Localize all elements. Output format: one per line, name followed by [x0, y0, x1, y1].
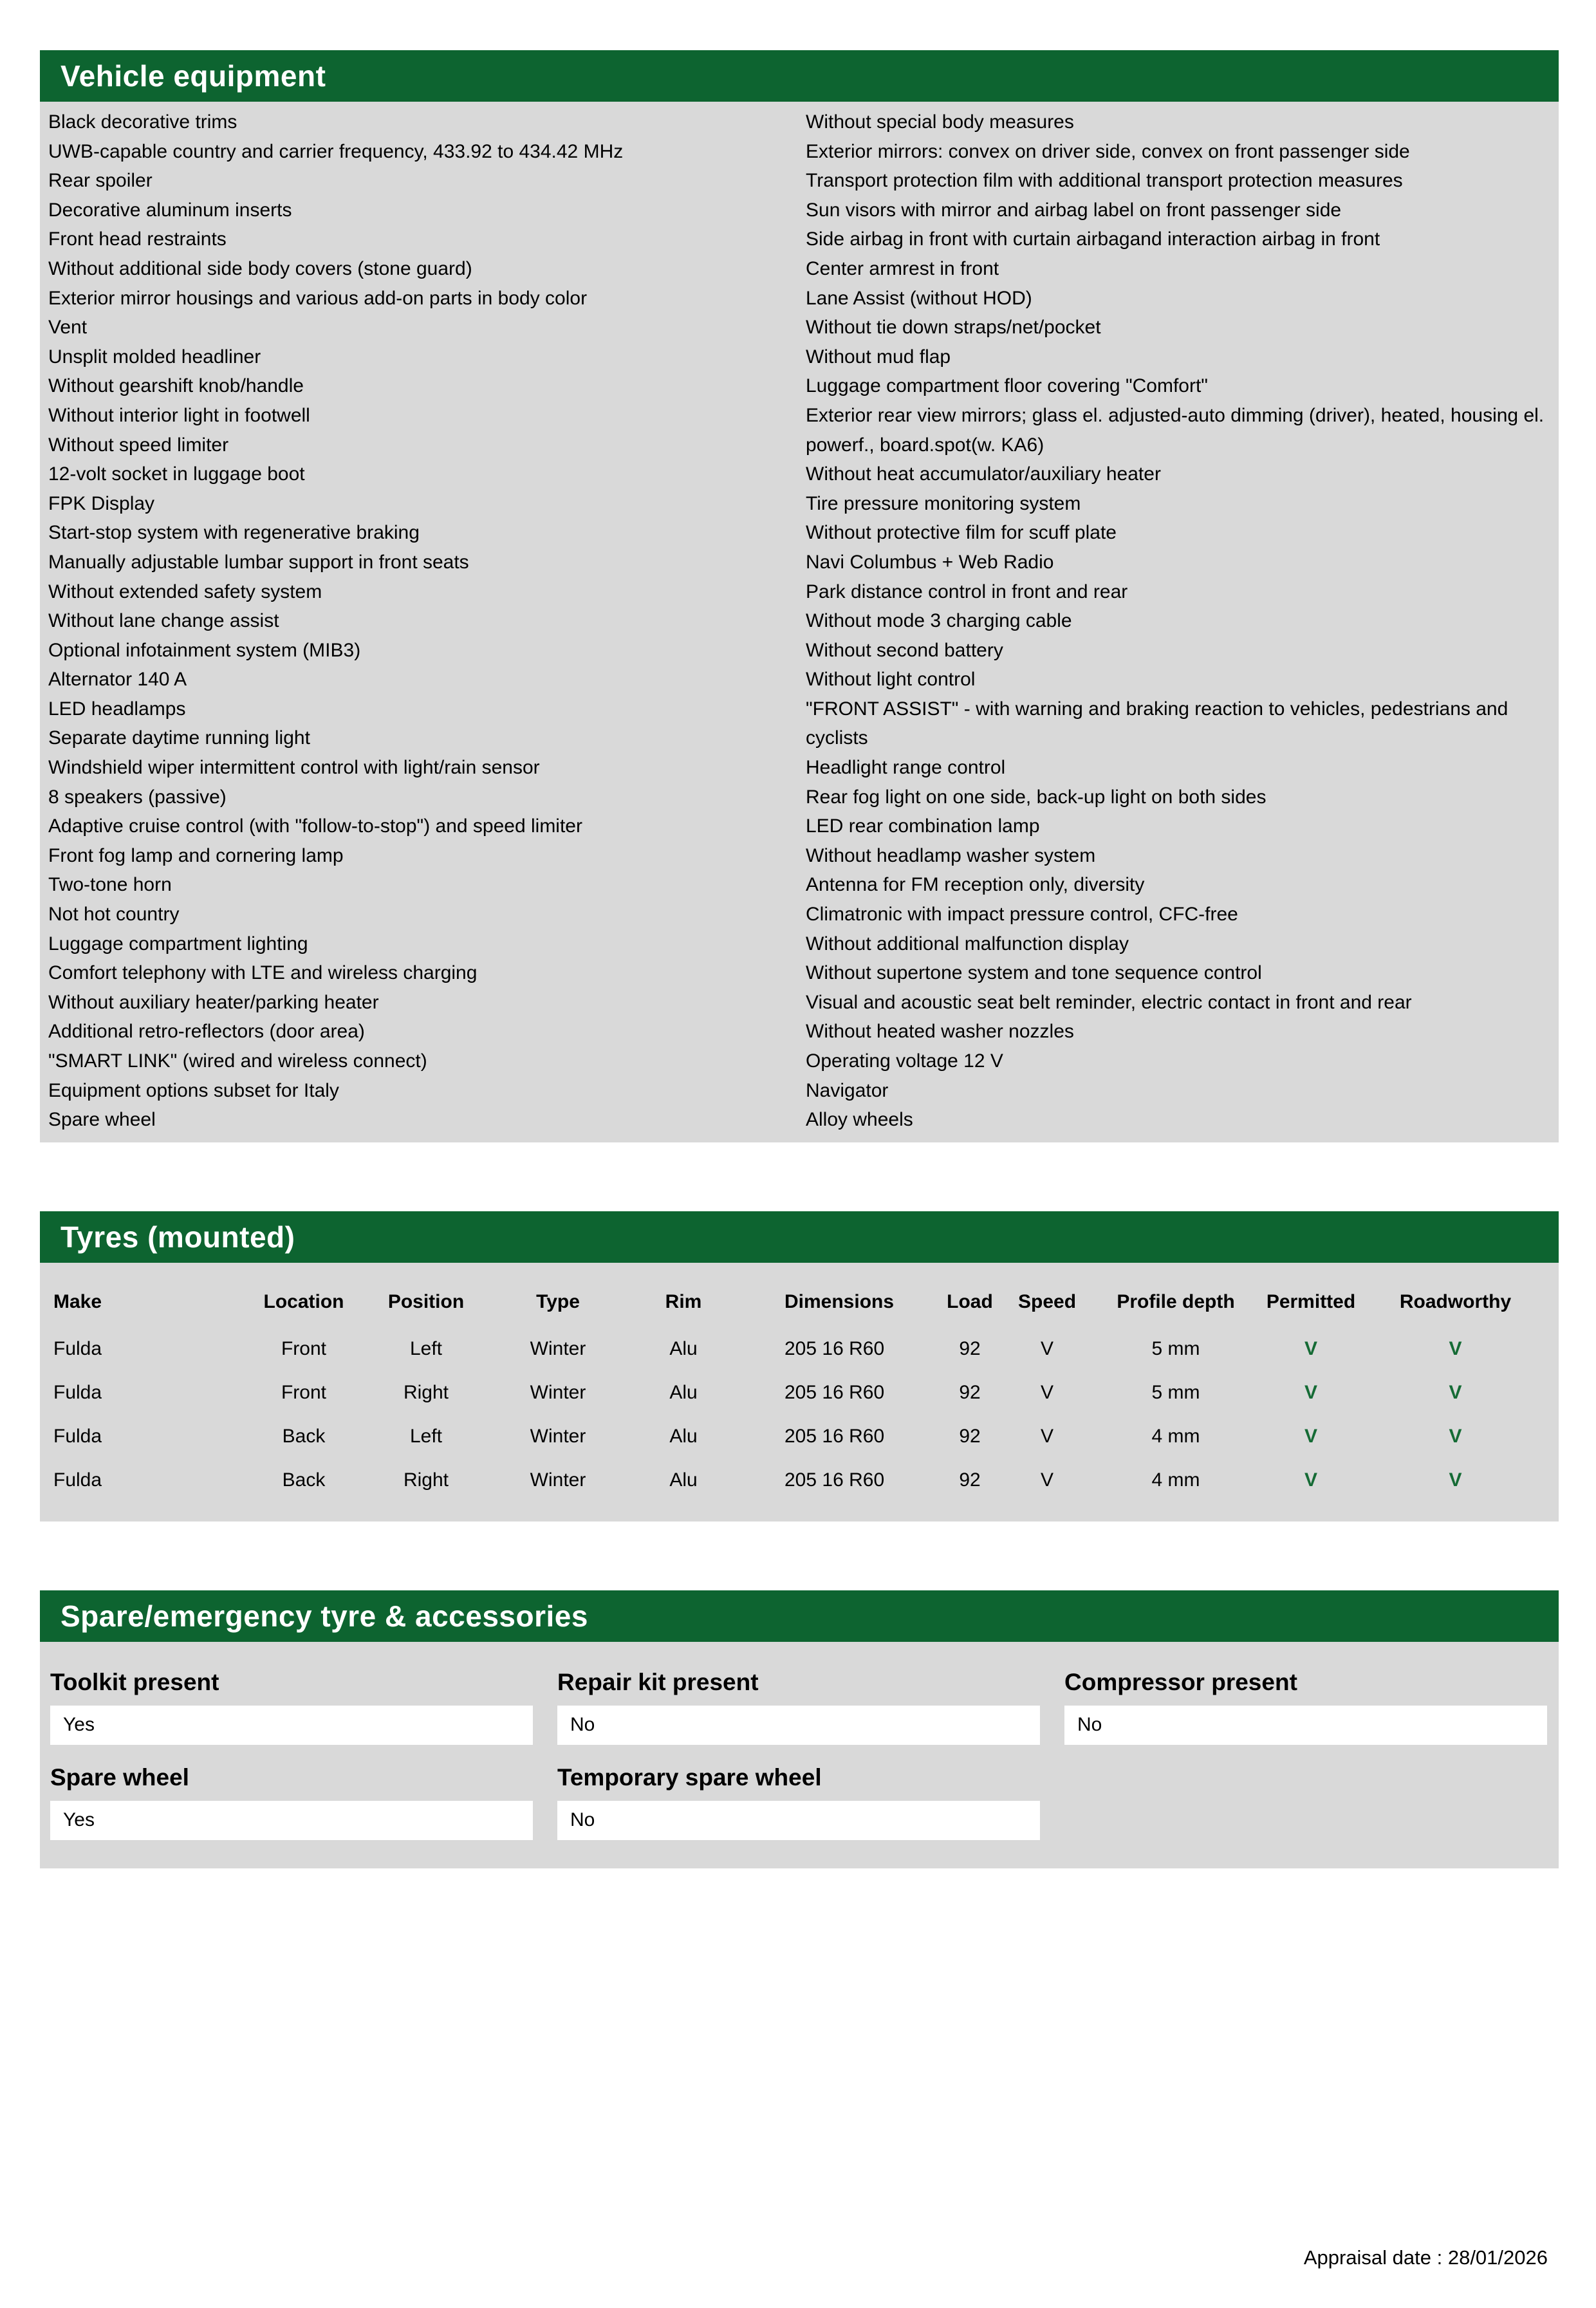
- spare-field: [50, 1764, 533, 1840]
- equipment-item: Start-stop system with regenerative braking: [48, 522, 420, 544]
- equipment-item: Operating voltage 12 V: [806, 1050, 1003, 1072]
- equipment-item: Without headlamp washer system: [806, 844, 1096, 866]
- equipment-item: "SMART LINK" (wired and wireless connect): [48, 1050, 427, 1072]
- cell-dimensions: 205 16 R60: [784, 1469, 885, 1491]
- equipment-item: Exterior rear view mirrors; glass el. adjusted-auto dimming (driver), heated, housing el. powerf., board.spot(w. KA6): [806, 404, 1545, 456]
- section-title: Tyres (mounted): [60, 1220, 295, 1254]
- column-header-type: Type: [536, 1290, 580, 1312]
- equipment-item: Alloy wheels: [806, 1109, 913, 1131]
- table-row: [53, 1371, 1545, 1415]
- equipment-item: Without supertone system and tone sequence control: [806, 962, 1262, 984]
- cell-profile-depth: 4 mm: [1151, 1425, 1200, 1447]
- equipment-item: Navigator: [806, 1079, 889, 1101]
- column-header-rim: Rim: [665, 1290, 702, 1312]
- equipment-item: Not hot country: [48, 904, 180, 926]
- equipment-item: 8 speakers (passive): [48, 786, 227, 808]
- equipment-item: Without light control: [806, 669, 976, 691]
- equipment-item: Without tie down straps/net/pocket: [806, 317, 1101, 339]
- column-header-position: Position: [387, 1290, 465, 1312]
- column-header-roadworthy: Roadworthy: [1399, 1290, 1512, 1312]
- appraisal-date: Appraisal date : 28/01/2026: [1303, 2246, 1548, 2269]
- equipment-item: Without additional malfunction display: [806, 933, 1129, 954]
- equipment-item: Without additional side body covers (stone guard): [48, 257, 472, 279]
- equipment-item: FPK Display: [48, 492, 155, 514]
- equipment-item: Luggage compartment lighting: [48, 933, 308, 954]
- equipment-item: Without interior light in footwell: [48, 404, 310, 426]
- cell-make: Fulda: [53, 1337, 102, 1359]
- cell-speed: V: [1040, 1425, 1053, 1447]
- cell-type: Winter: [530, 1469, 586, 1491]
- table-row: [53, 1327, 1545, 1371]
- equipment-item: Sun visors with mirror and airbag label on front passenger side: [806, 199, 1342, 221]
- cell-rim: Alu: [669, 1337, 698, 1359]
- equipment-item: Without heated washer nozzles: [806, 1021, 1074, 1043]
- equipment-item: Exterior mirrors: convex on driver side, convex on front passenger side: [806, 140, 1410, 162]
- equipment-item: Adaptive cruise control (with "follow-to-stop") and speed limiter: [48, 815, 582, 837]
- cell-position: Left: [409, 1425, 443, 1447]
- spare-field: [557, 1669, 1040, 1745]
- equipment-item: Center armrest in front: [806, 257, 999, 279]
- equipment-item: Park distance control in front and rear: [806, 581, 1128, 602]
- equipment-item: Climatronic with impact pressure control, CFC-free: [806, 904, 1238, 926]
- field-value-box[interactable]: Yes: [50, 1706, 533, 1745]
- cell-permitted-check: V: [1304, 1469, 1317, 1491]
- equipment-item: Rear fog light on one side, back-up light on both sides: [806, 786, 1267, 808]
- field-label: Repair kit present: [557, 1668, 759, 1695]
- equipment-item: Two-tone horn: [48, 874, 172, 896]
- vehicle-equipment-header: [40, 50, 1559, 102]
- equipment-item: Without lane change assist: [48, 610, 279, 632]
- equipment-item: Windshield wiper intermittent control with light/rain sensor: [48, 757, 540, 779]
- field-label: Spare wheel: [50, 1764, 189, 1791]
- cell-permitted-check: V: [1304, 1425, 1317, 1447]
- cell-profile-depth: 5 mm: [1151, 1381, 1200, 1403]
- cell-dimensions: 205 16 R60: [784, 1425, 885, 1447]
- equipment-item: Antenna for FM reception only, diversity: [806, 874, 1145, 896]
- equipment-item: Transport protection film with additional transport protection measures: [806, 170, 1403, 192]
- equipment-item: Navi Columbus + Web Radio: [806, 551, 1054, 573]
- equipment-item: Without auxiliary heater/parking heater: [48, 991, 379, 1013]
- cell-roadworthy-check: V: [1449, 1381, 1462, 1403]
- cell-load: 92: [959, 1469, 981, 1491]
- section-title: Spare/emergency tyre & accessories: [60, 1599, 588, 1633]
- equipment-item: Side airbag in front with curtain airbagand interaction airbag in front: [806, 228, 1380, 250]
- equipment-item: Optional infotainment system (MIB3): [48, 639, 361, 661]
- spare-section: [40, 1590, 1559, 1868]
- cell-make: Fulda: [53, 1425, 102, 1447]
- field-label: Compressor present: [1064, 1668, 1297, 1695]
- equipment-item: Headlight range control: [806, 757, 1006, 779]
- column-header-location: Location: [263, 1290, 344, 1312]
- spare-header: [40, 1590, 1559, 1642]
- cell-dimensions: 205 16 R60: [784, 1337, 885, 1359]
- equipment-item: Without gearshift knob/handle: [48, 375, 304, 397]
- equipment-item: Lane Assist (without HOD): [806, 287, 1032, 309]
- equipment-item: 12-volt socket in luggage boot: [48, 463, 305, 485]
- cell-location: Front: [281, 1381, 327, 1403]
- cell-position: Right: [403, 1469, 449, 1491]
- equipment-item: Visual and acoustic seat belt reminder, electric contact in front and rear: [806, 991, 1412, 1013]
- column-header-make: Make: [53, 1290, 102, 1312]
- equipment-item: Tire pressure monitoring system: [806, 492, 1081, 514]
- tyres-table-header-row: [53, 1280, 1545, 1327]
- column-header-dimensions: Dimensions: [784, 1290, 895, 1312]
- cell-position: Left: [409, 1337, 443, 1359]
- equipment-item: Without mud flap: [806, 346, 951, 368]
- table-row: [53, 1458, 1545, 1502]
- field-value-box[interactable]: Yes: [50, 1801, 533, 1840]
- appraisal-document-page: [0, 50, 1596, 2308]
- column-header-permitted: Permitted: [1266, 1290, 1356, 1312]
- cell-location: Back: [282, 1469, 326, 1491]
- cell-type: Winter: [530, 1381, 586, 1403]
- equipment-item: Equipment options subset for Italy: [48, 1079, 339, 1101]
- equipment-item: Without protective film for scuff plate: [806, 522, 1117, 544]
- cell-type: Winter: [530, 1425, 586, 1447]
- column-header-speed: Speed: [1017, 1290, 1077, 1312]
- equipment-item: Comfort telephony with LTE and wireless charging: [48, 962, 478, 984]
- cell-permitted-check: V: [1304, 1381, 1317, 1403]
- equipment-item: Without mode 3 charging cable: [806, 610, 1072, 632]
- tyres-section: [40, 1211, 1559, 1522]
- tyres-header: [40, 1211, 1559, 1263]
- cell-roadworthy-check: V: [1449, 1469, 1462, 1491]
- equipment-item: UWB-capable country and carrier frequency, 433.92 to 434.42 MHz: [48, 140, 624, 162]
- spare-field: [50, 1669, 533, 1745]
- equipment-item: Without heat accumulator/auxiliary heater: [806, 463, 1161, 485]
- column-header-profile-depth: Profile depth: [1117, 1290, 1235, 1312]
- vehicle-equipment-section: [40, 50, 1559, 1142]
- cell-profile-depth: 5 mm: [1151, 1337, 1200, 1359]
- cell-speed: V: [1040, 1469, 1053, 1491]
- equipment-item: Exterior mirror housings and various add-on parts in body color: [48, 287, 588, 309]
- cell-rim: Alu: [669, 1381, 698, 1403]
- equipment-item: Luggage compartment floor covering "Comfort": [806, 375, 1208, 397]
- cell-make: Fulda: [53, 1381, 102, 1403]
- tyres-table: [53, 1280, 1545, 1502]
- equipment-item: Front head restraints: [48, 228, 227, 250]
- cell-rim: Alu: [669, 1425, 698, 1447]
- equipment-item: Front fog lamp and cornering lamp: [48, 844, 344, 866]
- equipment-item: Without speed limiter: [48, 434, 229, 456]
- cell-make: Fulda: [53, 1469, 102, 1491]
- table-row: [53, 1415, 1545, 1458]
- section-title: Vehicle equipment: [60, 59, 326, 93]
- column-header-load: Load: [947, 1290, 993, 1312]
- cell-position: Right: [403, 1381, 449, 1403]
- field-label: Toolkit present: [50, 1668, 219, 1695]
- equipment-column-left: [40, 107, 797, 1135]
- field-value-box[interactable]: No: [1064, 1706, 1547, 1745]
- equipment-item: Without second battery: [806, 639, 1003, 661]
- equipment-item: Black decorative trims: [48, 111, 237, 133]
- equipment-item: Manually adjustable lumbar support in front seats: [48, 551, 469, 573]
- equipment-item: Unsplit molded headliner: [48, 346, 261, 368]
- equipment-item: Decorative aluminum inserts: [48, 199, 292, 221]
- cell-load: 92: [959, 1337, 981, 1359]
- cell-dimensions: 205 16 R60: [784, 1381, 885, 1403]
- cell-rim: Alu: [669, 1469, 698, 1491]
- field-label: Temporary spare wheel: [557, 1764, 822, 1791]
- spare-field: [557, 1764, 1040, 1840]
- cell-load: 92: [959, 1381, 981, 1403]
- equipment-item: "FRONT ASSIST" - with warning and braking reaction to vehicles, pedestrians and cyclists: [806, 698, 1508, 749]
- equipment-item: Alternator 140 A: [48, 669, 187, 691]
- cell-speed: V: [1040, 1381, 1053, 1403]
- equipment-item: Rear spoiler: [48, 170, 153, 192]
- equipment-column-right: [797, 107, 1559, 1135]
- equipment-item: Additional retro-reflectors (door area): [48, 1021, 365, 1043]
- cell-location: Front: [281, 1337, 327, 1359]
- cell-type: Winter: [530, 1337, 586, 1359]
- tyres-body: [40, 1263, 1559, 1522]
- cell-location: Back: [282, 1425, 326, 1447]
- cell-roadworthy-check: V: [1449, 1425, 1462, 1447]
- equipment-item: LED rear combination lamp: [806, 815, 1040, 837]
- equipment-item: Without special body measures: [806, 111, 1074, 133]
- cell-roadworthy-check: V: [1449, 1337, 1462, 1359]
- vehicle-equipment-body: [40, 102, 1559, 1142]
- field-value-box[interactable]: No: [557, 1706, 1040, 1745]
- cell-speed: V: [1040, 1337, 1053, 1359]
- spare-body: [40, 1642, 1559, 1868]
- equipment-item: Vent: [48, 317, 88, 339]
- spare-field: [1064, 1669, 1547, 1745]
- cell-permitted-check: V: [1304, 1337, 1317, 1359]
- equipment-item: Separate daytime running light: [48, 727, 310, 749]
- equipment-item: Spare wheel: [48, 1109, 156, 1131]
- equipment-item: Without extended safety system: [48, 581, 322, 602]
- cell-profile-depth: 4 mm: [1151, 1469, 1200, 1491]
- cell-load: 92: [959, 1425, 981, 1447]
- field-value-box[interactable]: No: [557, 1801, 1040, 1840]
- equipment-item: LED headlamps: [48, 698, 186, 720]
